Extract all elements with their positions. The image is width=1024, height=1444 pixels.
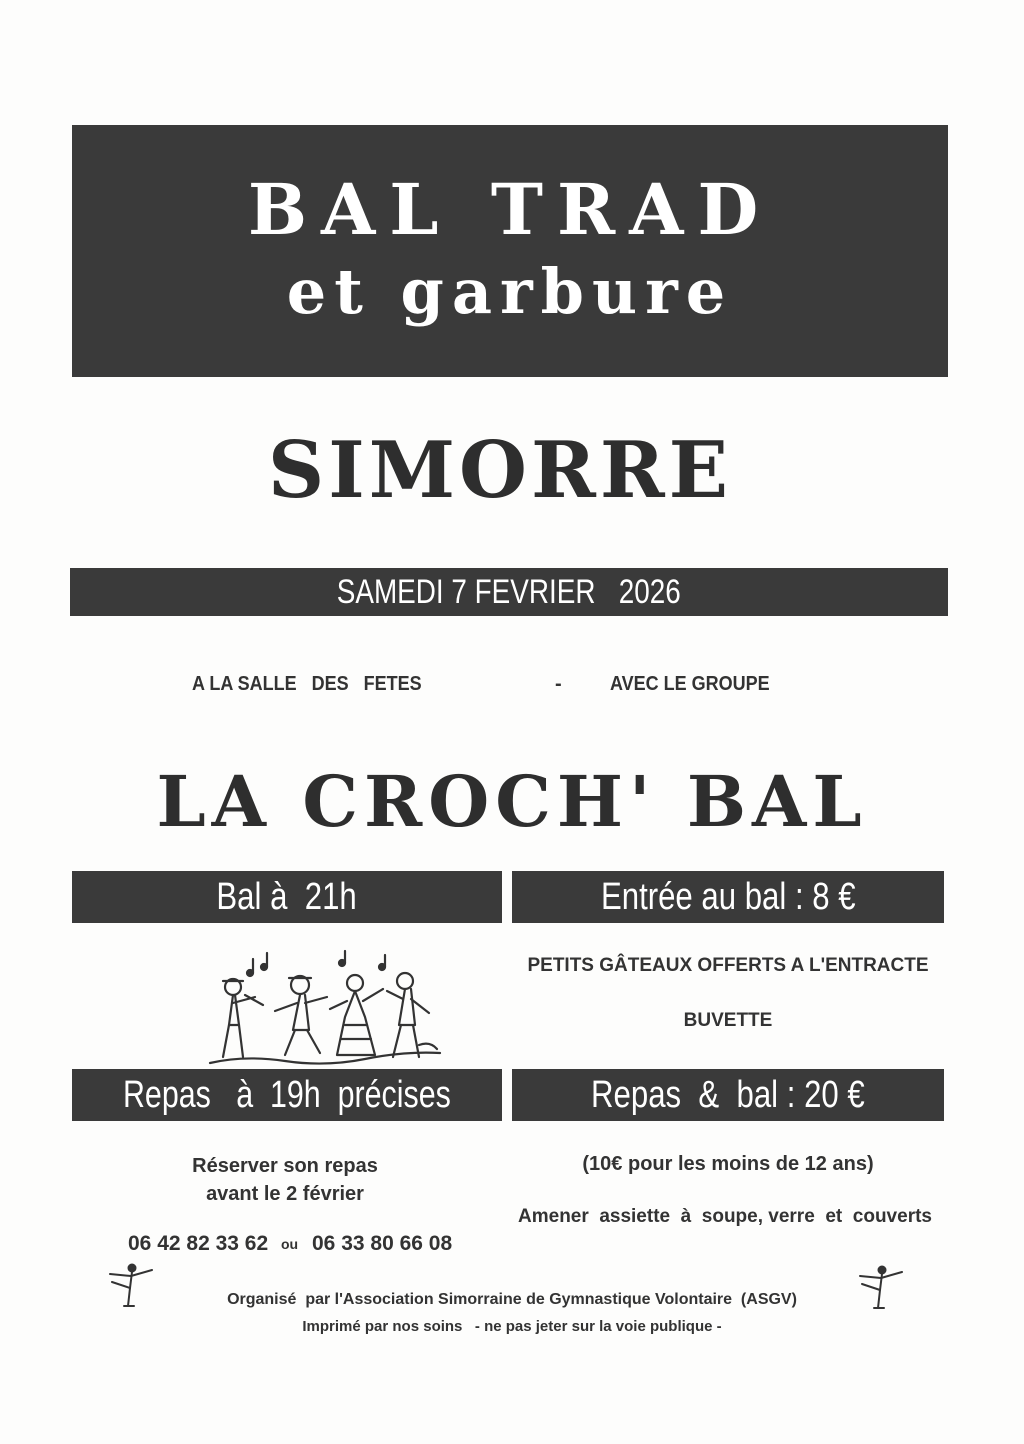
phone-or: ou bbox=[281, 1236, 299, 1252]
venue-separator: - bbox=[555, 673, 562, 695]
band-name: LA CROCH' BAL bbox=[156, 760, 868, 843]
dancers-illustration bbox=[205, 945, 445, 1070]
entry-price: Entrée au bal : 8 € bbox=[600, 875, 856, 918]
venue-place: A LA SALLE DES FETES bbox=[192, 673, 422, 695]
town-name: SIMORRE bbox=[267, 425, 733, 516]
printer-note: Imprimé par nos soins - ne pas jeter sur la voie publique - bbox=[302, 1318, 722, 1335]
bal-time-banner bbox=[72, 871, 502, 923]
bar-info: BUVETTE bbox=[683, 1010, 773, 1031]
venue-group-intro: AVEC LE GROUPE bbox=[610, 673, 770, 695]
reservation-line-1: Réserver son repas bbox=[192, 1155, 378, 1177]
cakes-offer: PETITS GÂTEAUX OFFERTS A L'ENTRACTE bbox=[527, 955, 929, 976]
venue-line bbox=[0, 673, 1024, 703]
event-title: BAL TRAD bbox=[247, 168, 773, 251]
phone-number-1: 06 42 82 33 62 bbox=[128, 1232, 269, 1255]
date-banner bbox=[70, 568, 948, 616]
reservation-line-2: avant le 2 février bbox=[206, 1183, 364, 1205]
event-date: SAMEDI 7 FEVRIER 2026 bbox=[337, 572, 681, 611]
event-subtitle: et garbure bbox=[286, 255, 734, 328]
bring-items: Amener assiette à soupe, verre et couverts bbox=[518, 1206, 932, 1227]
organizer-line: Organisé par l'Association Simorraine de Gymnastique Volontaire (ASGV) bbox=[227, 1291, 797, 1308]
entry-price-banner bbox=[512, 871, 944, 923]
dancers-icon bbox=[205, 945, 445, 1070]
meal-price-banner bbox=[512, 1069, 944, 1121]
kids-price: (10€ pour les moins de 12 ans) bbox=[582, 1153, 874, 1175]
bal-time: Bal à 21h bbox=[216, 875, 358, 918]
meal-time-banner bbox=[72, 1069, 502, 1121]
phone-line bbox=[0, 1232, 520, 1262]
meal-time: Repas à 19h précises bbox=[123, 1073, 451, 1116]
phone-number-2: 06 33 80 66 08 bbox=[312, 1232, 453, 1255]
title-banner bbox=[72, 125, 948, 377]
meal-price: Repas & bal : 20 € bbox=[591, 1073, 865, 1116]
